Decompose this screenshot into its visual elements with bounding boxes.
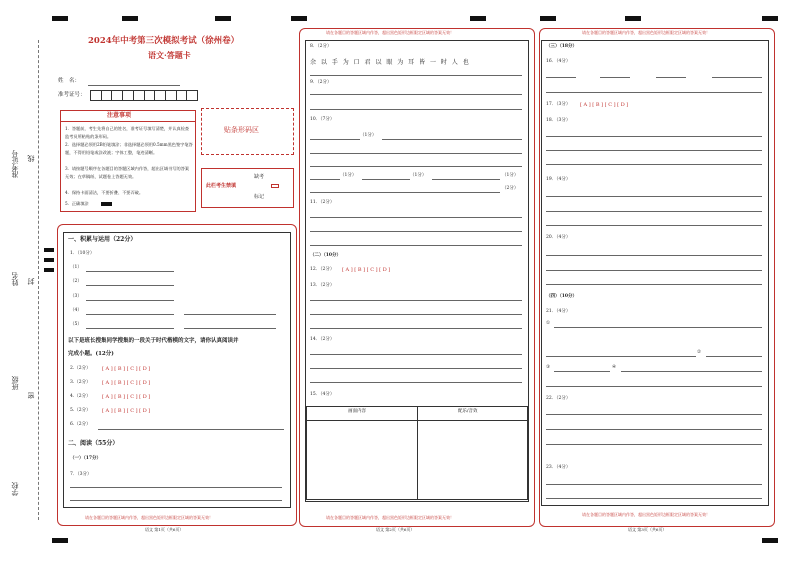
passage-instruction: 以下是班长搜集同学搜集的一段关于时代楷模的文字，请你认真阅读并 — [68, 338, 239, 344]
mc-options[interactable]: [ A ] [ B ] [ C ] [ D ] — [580, 102, 629, 108]
note-item: 2．选择题必须用2B铅笔填涂；非选择题必须用0.5mm黑色签字笔答题，不得用铅笔或涂改液；字体工整，笔迹清晰。 — [65, 142, 193, 155]
warning-text: 请在各题目的答题区域内作答，超出黑色矩形边框限定区域的答案无效！ — [326, 30, 454, 35]
mc-question: 5.（2分） — [70, 408, 91, 413]
answer-line[interactable] — [546, 164, 762, 165]
answer-line[interactable] — [310, 300, 522, 301]
question-23: 23．（4分） — [546, 465, 571, 470]
section-1-title: 一、积累与运用（22分） — [68, 236, 137, 243]
answer-line[interactable] — [546, 429, 762, 430]
answer-line[interactable] — [546, 386, 762, 387]
barcode-area — [201, 108, 294, 155]
barcode-label: 贴条形码区 — [224, 126, 259, 134]
answer-line[interactable] — [310, 94, 522, 95]
question-7: 7．（3分） — [70, 472, 92, 477]
circle-number: ② — [697, 350, 702, 355]
point-label: （1分） — [340, 173, 357, 178]
note-item: 4．保持卡面清洁，不要折叠、不要弄破。 — [65, 190, 144, 195]
answer-line[interactable] — [546, 270, 762, 271]
side-label-name: 姓名 — [11, 272, 19, 286]
part-4-title: （四）（10分） — [546, 294, 578, 299]
answer-line[interactable] — [310, 75, 522, 76]
answer-line[interactable] — [70, 500, 282, 501]
page-footer: 语文 第2页（共6页） — [376, 527, 415, 532]
answer-line[interactable] — [546, 414, 762, 415]
warning-text: 请在各题目的答题区域内作答，超出黑色矩形边框限定区域的答案无效！ — [582, 30, 710, 35]
absent-label: 此栏考生禁填 — [206, 183, 237, 189]
side-label-school: 学校 — [11, 482, 19, 496]
answer-line[interactable] — [310, 166, 522, 167]
registration-mark — [52, 16, 68, 21]
mc-options[interactable]: [ A ] [ B ] [ C ] [ D ] — [102, 366, 151, 372]
answer-box-3 — [541, 40, 769, 506]
answer-line[interactable] — [70, 487, 282, 488]
answer-line[interactable] — [621, 371, 762, 372]
mc-options[interactable]: [ A ] [ B ] [ C ] [ D ] — [102, 408, 151, 414]
warning-text: 请在各题目的答题区域内作答，超出黑色矩形边框限定区域的答案无效！ — [85, 515, 213, 520]
answer-line[interactable] — [310, 139, 360, 140]
circle-number: ① — [546, 321, 551, 326]
ticket-label: 准考证号： — [58, 92, 86, 98]
answer-line[interactable] — [310, 368, 522, 369]
note-item: 3．请按题号顺序在各题目的答题区域内作答，超出区域书写的答案无效；在草稿纸、试题卷上答题无效。 — [65, 166, 190, 179]
q1-sub: （5） — [70, 322, 82, 327]
circle-number: ④ — [612, 365, 617, 370]
side-label-secret: 密 — [27, 392, 35, 399]
side-label-seal: 封 — [27, 278, 35, 285]
question-8-text: 余 以 手 为 口 君 以 眼 为 耳 皆 一 时 人 也 — [310, 59, 471, 66]
name-label: 姓 名： — [58, 78, 81, 84]
question-14: 14．（2分） — [310, 337, 335, 342]
question-6: 6.（2分） — [70, 422, 91, 427]
registration-mark — [122, 16, 138, 21]
side-label-line: 线 — [27, 155, 35, 162]
answer-line[interactable] — [310, 328, 522, 329]
warning-text: 请在各题目的答题区域内作答，超出黑色矩形边框限定区域的答案无效！ — [582, 512, 710, 517]
registration-mark — [762, 16, 778, 21]
question-8: 8．（2分） — [310, 44, 332, 49]
answer-line[interactable] — [310, 382, 522, 383]
warning-text: 请在各题目的答题区域内作答，超出黑色矩形边框限定区域的答案无效！ — [326, 515, 454, 520]
mc-options[interactable]: [ A ] [ B ] [ C ] [ D ] — [102, 380, 151, 386]
registration-mark — [215, 16, 231, 21]
question-15: 15．（4分） — [310, 392, 335, 397]
part-2-title: （二）（10分） — [310, 253, 342, 258]
question-1: 1．（10分） — [70, 251, 95, 256]
answer-line[interactable] — [382, 139, 522, 140]
answer-line[interactable] — [86, 271, 174, 272]
binding-line — [38, 40, 39, 520]
answer-line[interactable] — [310, 179, 340, 180]
table-header: 配乐/音效 — [458, 409, 478, 414]
question-21: 21．（4分） — [546, 309, 571, 314]
notes-title: 注意事项 — [107, 112, 132, 119]
notes-box — [60, 110, 196, 212]
point-label: （1分） — [360, 133, 377, 138]
answer-line[interactable] — [546, 77, 576, 78]
question-18: 18．（3分） — [546, 118, 571, 123]
question-22: 22．（2分） — [546, 396, 571, 401]
answer-line[interactable] — [98, 429, 284, 430]
registration-mark — [291, 16, 307, 21]
point-label: （2分） — [502, 186, 519, 191]
answer-line[interactable] — [310, 153, 522, 154]
answer-line[interactable] — [546, 498, 762, 499]
answer-line[interactable] — [546, 484, 762, 485]
page-footer: 语文 第1页（共6页） — [145, 527, 184, 532]
side-label-ticket: 准考证号 — [11, 150, 19, 178]
answer-line[interactable] — [184, 314, 276, 315]
section-2-title: 二、阅读（55分） — [68, 440, 119, 447]
answer-line[interactable] — [600, 77, 630, 78]
question-17: 17．（3分） — [546, 102, 571, 107]
answer-line[interactable] — [86, 314, 174, 315]
answer-line[interactable] — [362, 179, 410, 180]
registration-mark — [52, 538, 68, 543]
answer-line[interactable] — [546, 444, 762, 445]
answer-line[interactable] — [86, 285, 174, 286]
absent-mark-label: 标记 — [254, 194, 265, 200]
answer-line[interactable] — [546, 356, 696, 357]
answer-line[interactable] — [546, 211, 762, 212]
note-item: 5．正确填涂 — [65, 201, 89, 206]
mc-question: 3.（2分） — [70, 380, 91, 385]
answer-line[interactable] — [86, 328, 174, 329]
answer-line[interactable] — [546, 225, 762, 226]
answer-line[interactable] — [546, 92, 762, 93]
answer-line[interactable] — [310, 109, 522, 110]
answer-line[interactable] — [546, 255, 762, 256]
answer-line[interactable] — [546, 196, 762, 197]
question-20: 20．（4分） — [546, 235, 571, 240]
registration-mark — [44, 258, 54, 262]
circle-number: ③ — [546, 365, 551, 370]
page-title: 2024年中考第三次模拟考试（徐州卷） — [88, 36, 240, 46]
registration-mark — [44, 248, 54, 252]
answer-line[interactable] — [310, 192, 500, 193]
point-label: （1分） — [502, 173, 519, 178]
question-9: 9．（2分） — [310, 80, 332, 85]
answer-line[interactable] — [310, 314, 522, 315]
mc-options[interactable]: [ A ] [ B ] [ C ] [ D ] — [342, 267, 391, 273]
page-subtitle: 语文·答题卡 — [148, 50, 191, 60]
answer-line[interactable] — [310, 245, 522, 246]
registration-mark — [540, 16, 556, 21]
point-label: （1分） — [410, 173, 427, 178]
question-10: 10．（7分） — [310, 117, 335, 122]
answer-line[interactable] — [310, 231, 522, 232]
q1-sub: （4） — [70, 308, 82, 313]
registration-mark — [44, 268, 54, 272]
part-1-title: （一）（17分） — [70, 456, 102, 461]
absent-box — [201, 168, 294, 208]
answer-line[interactable] — [706, 356, 762, 357]
passage-instruction: 完成小题。(12分) — [68, 351, 114, 357]
name-field[interactable] — [88, 85, 180, 86]
question-13: 13．（2分） — [310, 283, 335, 288]
table-header: 画面内容 — [348, 409, 366, 414]
answer-line[interactable] — [554, 327, 762, 328]
registration-mark — [762, 538, 778, 543]
fill-sample — [101, 202, 112, 206]
side-label-class: 班级 — [11, 376, 19, 390]
answer-line[interactable] — [86, 300, 174, 301]
part-3-title: （三）（18分） — [546, 44, 578, 49]
registration-mark — [470, 16, 486, 21]
question-19: 19．（4分） — [546, 177, 571, 182]
answer-box-1 — [63, 232, 291, 508]
ticket-number-boxes[interactable] — [90, 90, 198, 101]
answer-line[interactable] — [184, 328, 276, 329]
answer-line[interactable] — [554, 371, 610, 372]
q1-sub: （3） — [70, 294, 82, 299]
q1-sub: （1） — [70, 265, 82, 270]
answer-line[interactable] — [310, 217, 522, 218]
answer-line[interactable] — [546, 150, 762, 151]
registration-mark — [625, 16, 641, 21]
question-11: 11．（2分） — [310, 200, 335, 205]
answer-line[interactable] — [656, 77, 686, 78]
mc-question: 4.（2分） — [70, 394, 91, 399]
answer-line[interactable] — [546, 136, 762, 137]
answer-line[interactable] — [310, 354, 522, 355]
absent-checkbox[interactable] — [271, 184, 279, 188]
question-12: 12．（2分） — [310, 267, 335, 272]
page-footer: 语文 第3页（共6页） — [628, 527, 667, 532]
question-16: 16．（4分） — [546, 59, 571, 64]
note-item: 1．答题前，考生先将自己的姓名，准考证号填写清楚，并认真检查监考员所粘贴的条形码。 — [65, 126, 190, 139]
mc-question: 2.（2分） — [70, 366, 91, 371]
answer-line[interactable] — [432, 179, 500, 180]
absent-mark-label: 缺考 — [254, 174, 265, 180]
answer-line[interactable] — [712, 77, 762, 78]
answer-line[interactable] — [546, 284, 762, 285]
mc-options[interactable]: [ A ] [ B ] [ C ] [ D ] — [102, 394, 151, 400]
q1-sub: （2） — [70, 279, 82, 284]
